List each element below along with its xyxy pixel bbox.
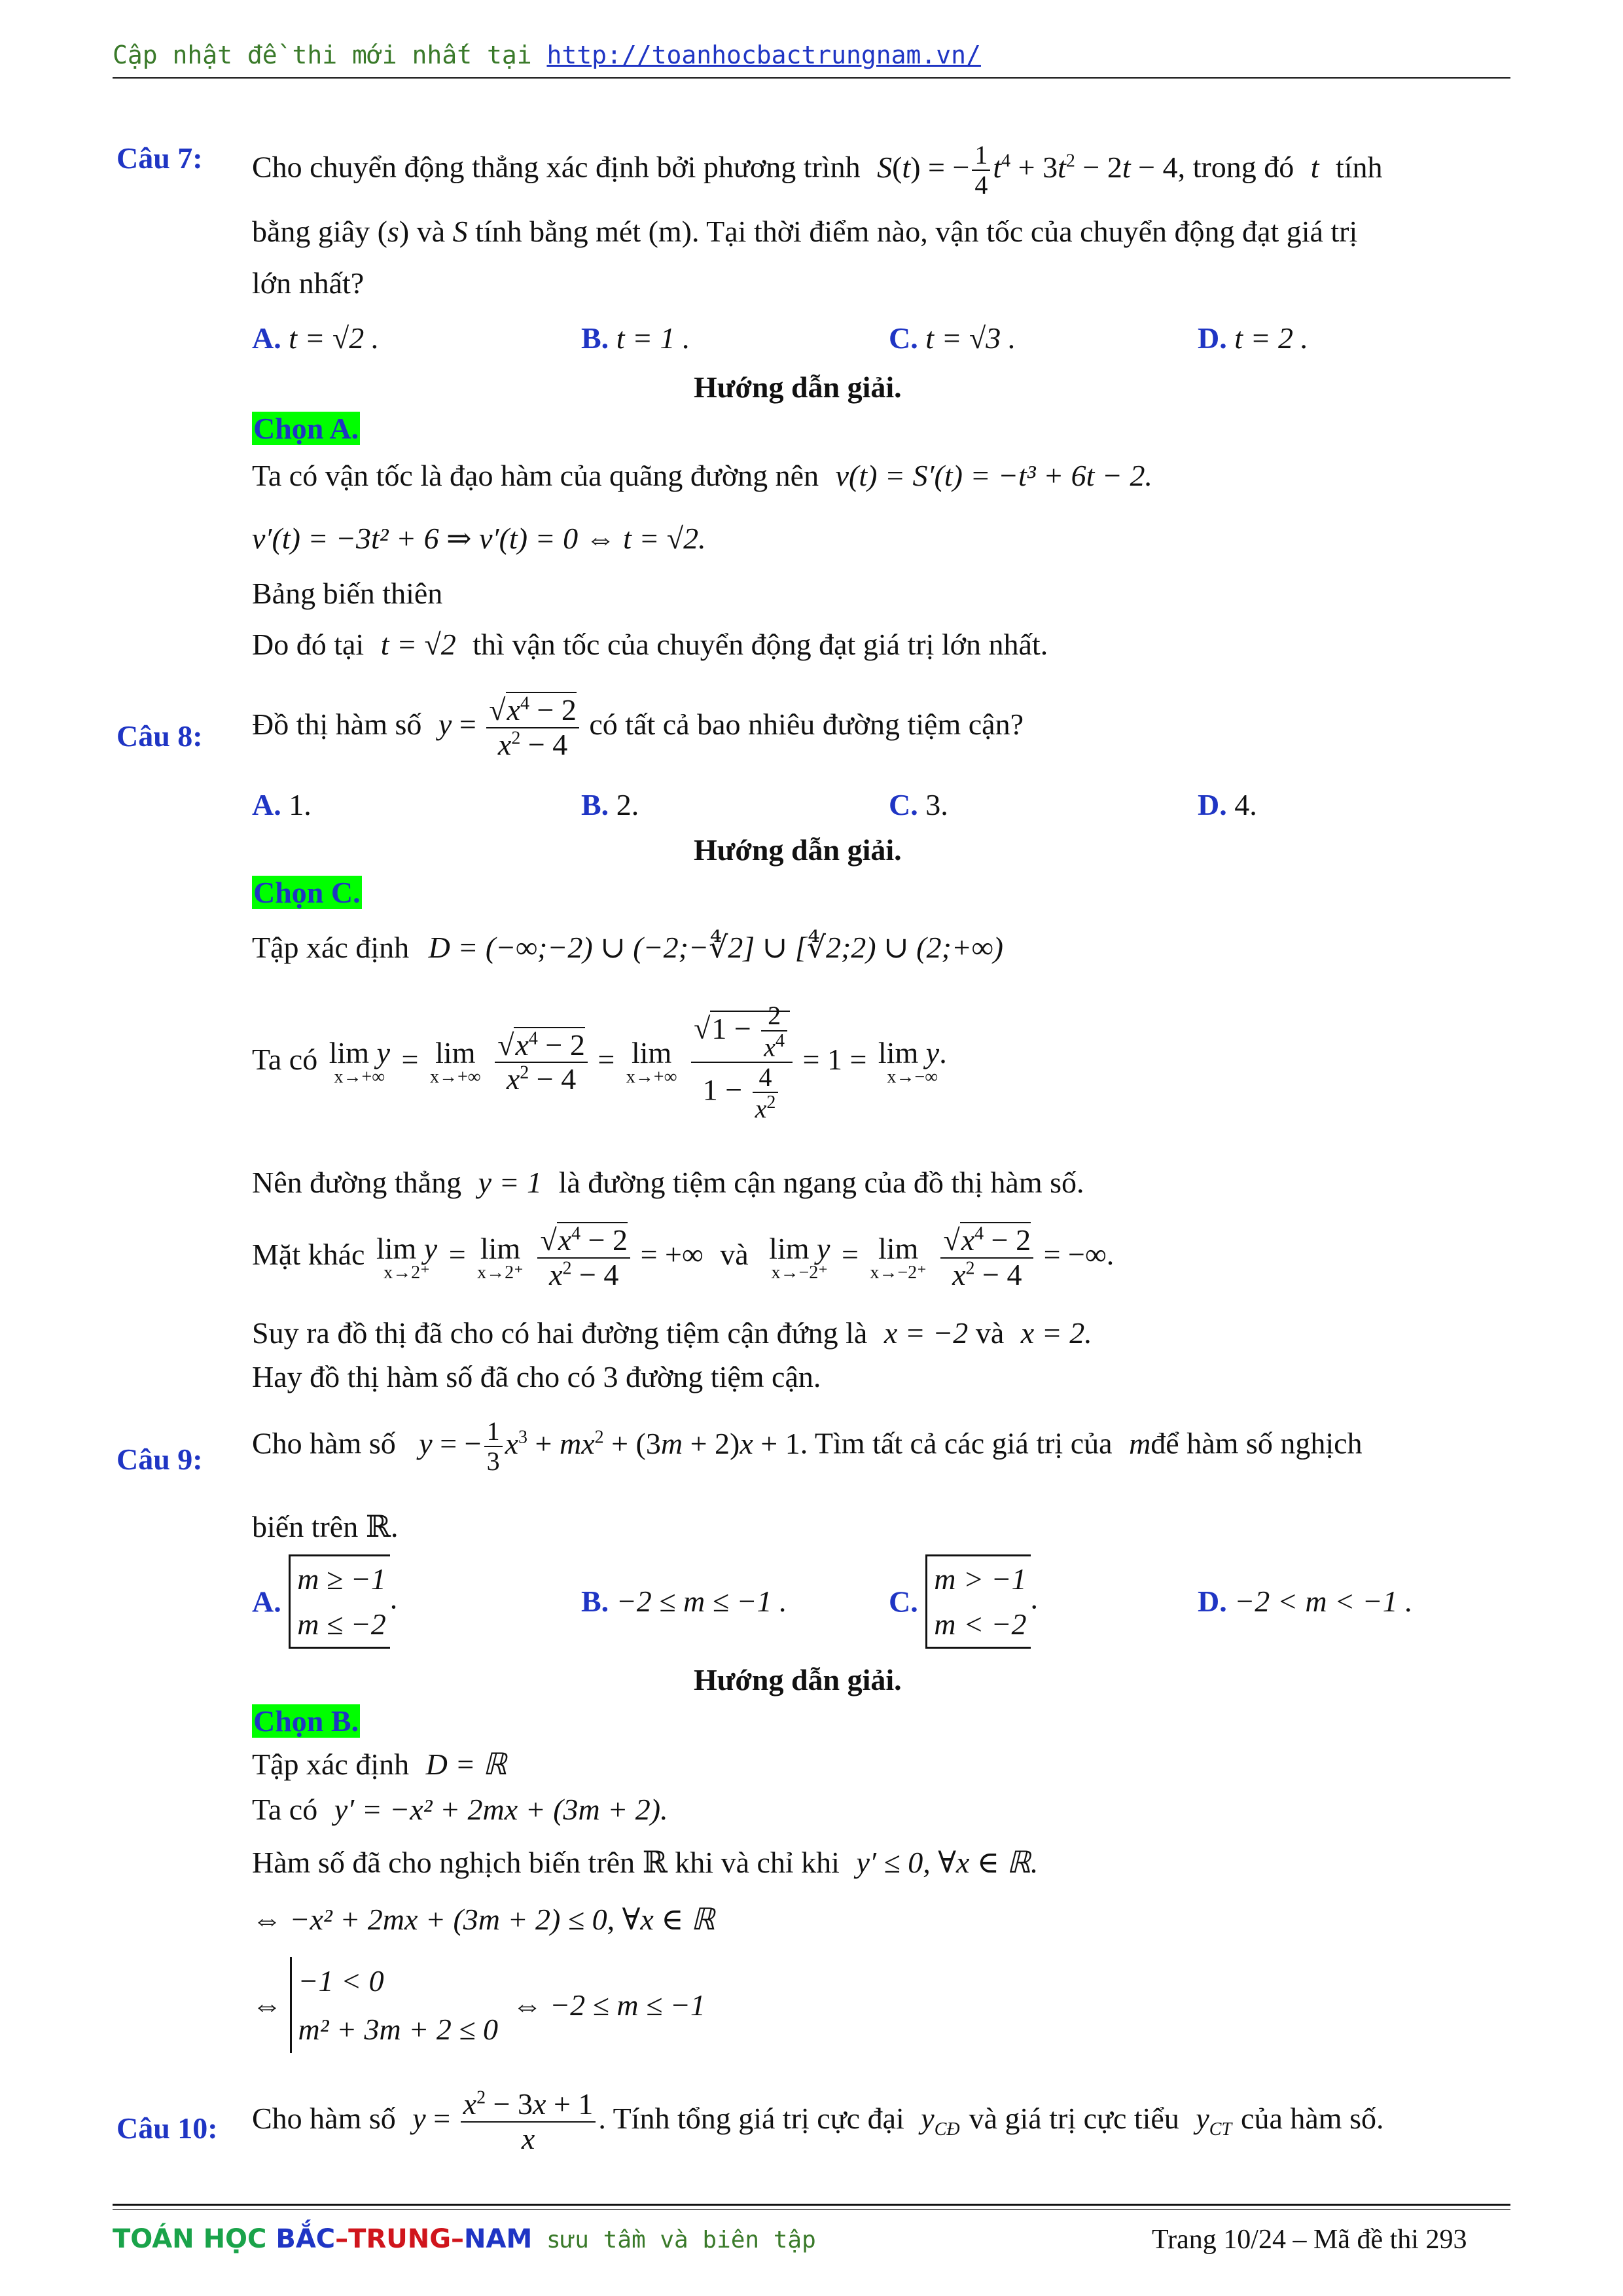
q7-sol-line4: Do đó tại t = √2 thì vận tốc của chuyển động đạt giá trị lớn nhất.: [252, 628, 1048, 661]
q8-option-a[interactable]: A. 1.: [252, 788, 312, 821]
q8-sol-line5: Suy ra đồ thị đã cho có hai đường tiệm cận đứng là x = −2 và x = 2.: [252, 1316, 1092, 1350]
q9-answer-badge: Chọn B.: [253, 1704, 359, 1738]
q8-sol-line3: Nên đường thẳng y = 1 là đường tiệm cận ngang của đồ thị hàm số.: [252, 1166, 1084, 1199]
q7-guide-title: Hướng dẫn giải.: [694, 370, 902, 404]
q9-guide-title: Hướng dẫn giải.: [694, 1663, 902, 1696]
q9-line1: Cho hàm số y = − $\frac{1}{3}$ $x^3 + mx^2 + (3m + 2)x + 1$. Tìm tất cả các giá trị của mđể hàm số nghịch: [252, 1416, 1363, 1476]
q7-sol-line2: v′(t) = −3t² + 6 ⇒ v′(t) = 0 ⇔ t = √2.: [252, 522, 706, 555]
q9-sol-line1: Tập xác định D = ℝ: [252, 1748, 507, 1781]
q7-answer-badge: Chọn A.: [253, 412, 359, 445]
q7-option-b[interactable]: B. t = 1 .: [581, 321, 690, 355]
q9-option-a[interactable]: A. m ≥ −1 m ≤ −2.: [252, 1554, 397, 1649]
q9-sol-line2: Ta có y′ = −x² + 2mx + (3m + 2).: [252, 1793, 668, 1826]
q8-line1: Đồ thị hàm số y = $\frac{√x^4 - 2}{x^2 - 4}$ có tất cả bao nhiêu đường tiệm cận?: [252, 693, 1024, 761]
header-divider: [113, 77, 1510, 79]
q8-sol-line4: Mặt khác lim y x→2⁺ = lim x→2⁺ $\frac{√x^4 - 2}{x^2 - 4}$ = +∞ và lim y x→−2⁺ = lim x→−2⁺ $\frac{√x^4 - 2}{x^2 - 4}$ = −∞.: [252, 1223, 1115, 1291]
q8-label: Câu 8:: [116, 719, 203, 753]
q8-sol-line2: Ta có lim y x→+∞ = lim x→+∞ $\frac{√x^4 - 2}{x^2 - 4}$ = lim x→+∞ √1 − $\frac{2}{x^4}$ 1 − $\frac{4}{x^2}$ = 1 = lim y. x→−∞: [252, 1001, 947, 1124]
q8-guide-title: Hướng dẫn giải.: [694, 833, 902, 867]
q9-sol-line5: ⇔ −1 < 0 m² + 3m + 2 ≤ 0 ⇔ −2 ≤ m ≤ −1: [252, 1957, 705, 2053]
q9-option-b[interactable]: B. −2 ≤ m ≤ −1 .: [581, 1585, 787, 1618]
q7-sol-line3: Bảng biến thiên: [252, 577, 443, 610]
q9-option-d[interactable]: D. −2 < m < −1 .: [1198, 1585, 1413, 1618]
q8-answer-badge: Chọn C.: [253, 876, 361, 909]
q9-option-c[interactable]: C. m > −1 m < −2.: [889, 1554, 1038, 1649]
header-link[interactable]: http://toanhocbactrungnam.vn/: [546, 41, 981, 69]
footer-divider: [113, 2204, 1510, 2206]
footer-divider-thin: [113, 2209, 1510, 2210]
q8-option-b[interactable]: B. 2.: [581, 788, 639, 821]
header-text: Cập nhật đề thi mới nhất tại: [113, 41, 547, 69]
q7-line1: Cho chuyển động thẳng xác định bởi phương trình S(t) = − $\frac{1}{4}$ $t^4 + 3t^2 - 2t - 4$, trong đó t tính: [252, 140, 1383, 200]
footer-page-number: Trang 10/24 – Mã đề thi 293: [1152, 2225, 1467, 2255]
q8-sol-line1: Tập xác định D = (−∞;−2) ∪ (−2;−∜2] ∪ [∜2;2) ∪ (2;+∞): [252, 931, 1003, 964]
page-header: [113, 41, 981, 69]
q10-line1: Cho hàm số y = $\frac{x^2 - 3x + 1}{x}$ . Tính tổng giá trị cực đại $y_{CĐ}$ và giá trị cực tiểu $y_{CT}$ của hàm số.: [252, 2087, 1384, 2155]
q7-line3: lớn nhất?: [252, 266, 365, 300]
q9-label: Câu 9:: [116, 1443, 203, 1476]
q7-sol-line1: Ta có vận tốc là đạo hàm của quãng đường nên v(t) = S′(t) = −t³ + 6t − 2.: [252, 459, 1152, 492]
q8-option-c[interactable]: C. 3.: [889, 788, 948, 821]
q7-option-a[interactable]: A. t = √2 .: [252, 321, 380, 355]
q9-line2: biến trên ℝ.: [252, 1510, 399, 1543]
q9-sol-line4: ⇔ −x² + 2mx + (3m + 2) ≤ 0, ∀x ∈ ℝ: [252, 1903, 715, 1936]
q7-option-d[interactable]: D. t = 2 .: [1198, 321, 1309, 355]
q7-option-c[interactable]: C. t = √3 .: [889, 321, 1016, 355]
q8-option-d[interactable]: D. 4.: [1198, 788, 1257, 821]
q9-sol-line3: Hàm số đã cho nghịch biến trên ℝ khi và chỉ khi y′ ≤ 0, ∀x ∈ ℝ.: [252, 1846, 1039, 1879]
footer-brand: TOÁN HỌC BẮC–TRUNG–NAM sưu tầm và biên tập: [113, 2224, 816, 2254]
q7-label: Câu 7:: [116, 141, 203, 175]
q10-label: Câu 10:: [116, 2111, 218, 2145]
q7-line2: bằng giây (s) và S tính bằng mét (m). Tại thời điểm nào, vận tốc của chuyển động đạt giá trị: [252, 215, 1358, 248]
q8-sol-line6: Hay đồ thị hàm số đã cho có 3 đường tiệm cận.: [252, 1360, 821, 1393]
